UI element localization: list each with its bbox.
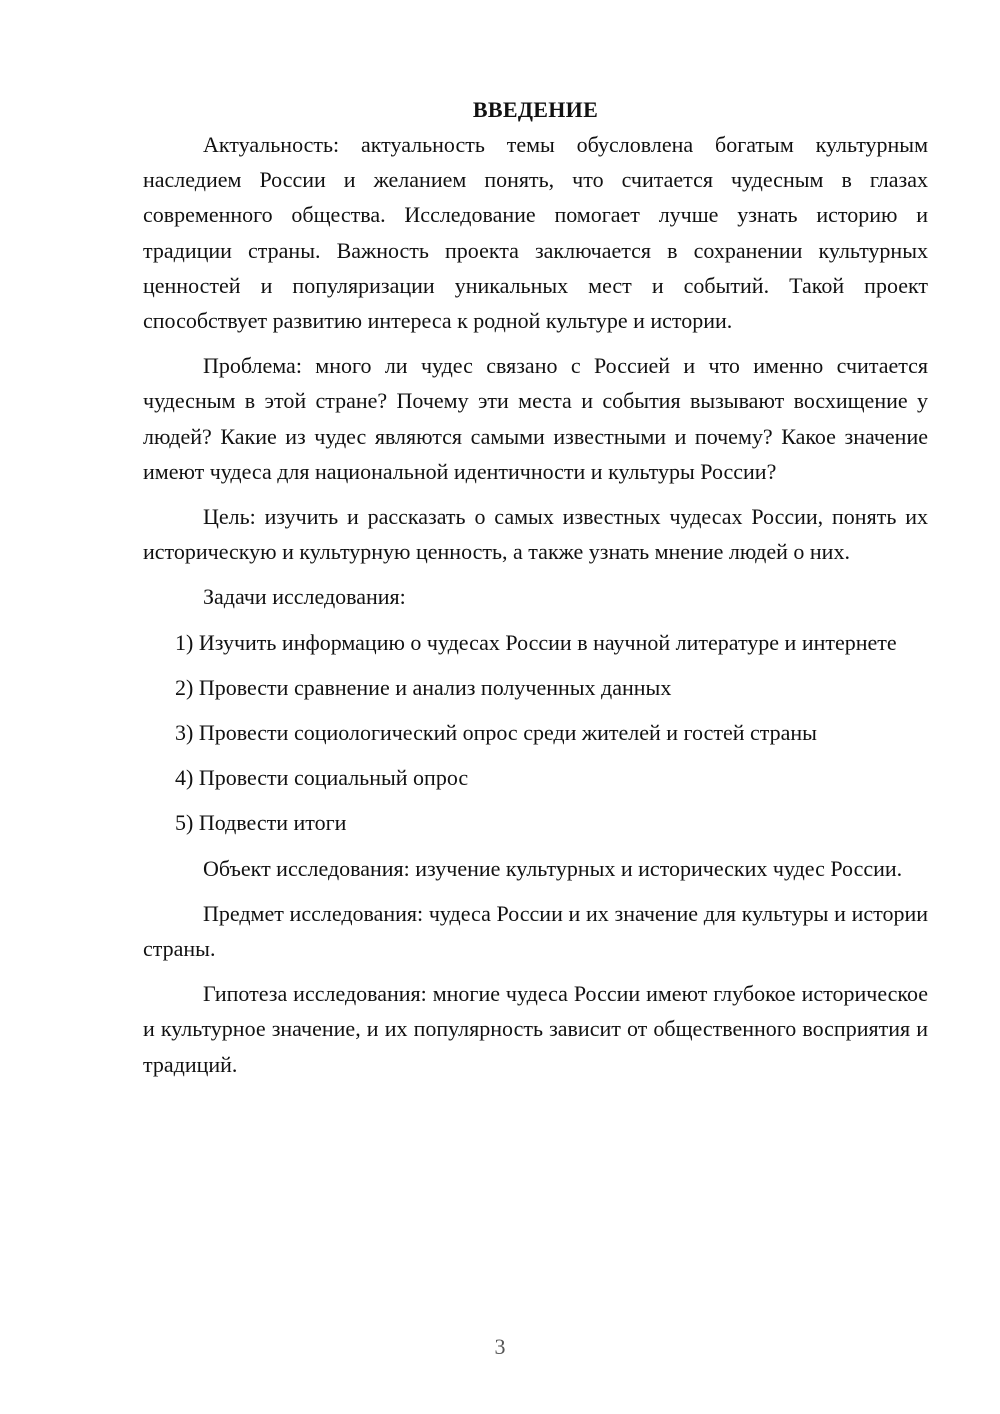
- hypothesis-paragraph: Гипотеза исследования: многие чудеса России имеют глубокое историческое и культурное значение, и их популярность зависит от общественного восприятия и традиций.: [143, 981, 928, 1077]
- tasks-heading: Задачи исследования:: [203, 584, 406, 610]
- document-page: [143, 92, 928, 1082]
- task-item: 5) Подвести итоги: [175, 810, 347, 836]
- problem-paragraph: Проблема: много ли чудес связано с Россией и что именно считается чудесным в этой стране? Почему эти места и события вызывают восхищение у людей? Какие из чудес являются самыми известными и почему? Какое значение имеют чудеса для национальной идентичности и культуры России?: [143, 353, 928, 484]
- page-number: 3: [494, 1334, 506, 1359]
- task-item: 1) Изучить информацию о чудесах России в научной литературе и интернете: [175, 629, 897, 655]
- tasks-list: [143, 625, 928, 841]
- goal-paragraph: Цель: изучить и рассказать о самых известных чудесах России, понять их историческую и культурную ценность, а также узнать мнение людей о них.: [143, 504, 928, 565]
- task-item: 2) Провести сравнение и анализ полученных данных: [175, 674, 672, 700]
- relevance-paragraph: Актуальность: актуальность темы обусловлена богатым культурным наследием России и желанием понять, что считается чудесным в глазах современного общества. Исследование помогает лучше узнать историю и традиции страны. Важность проекта заключается в сохранении культурных ценностей и популяризации уникальных мест и событий. Такой проект способствует развитию интереса к родной культуре и истории.: [143, 132, 928, 334]
- task-item: 3) Провести социологический опрос среди жителей и гостей страны: [175, 720, 817, 746]
- section-title: ВВЕДЕНИЕ: [472, 97, 599, 122]
- subject-paragraph: Предмет исследования: чудеса России и их значение для культуры и истории страны.: [143, 900, 928, 962]
- object-paragraph: Объект исследования: изучение культурных и исторических чудес России.: [203, 855, 903, 881]
- task-item: 4) Провести социальный опрос: [175, 765, 469, 791]
